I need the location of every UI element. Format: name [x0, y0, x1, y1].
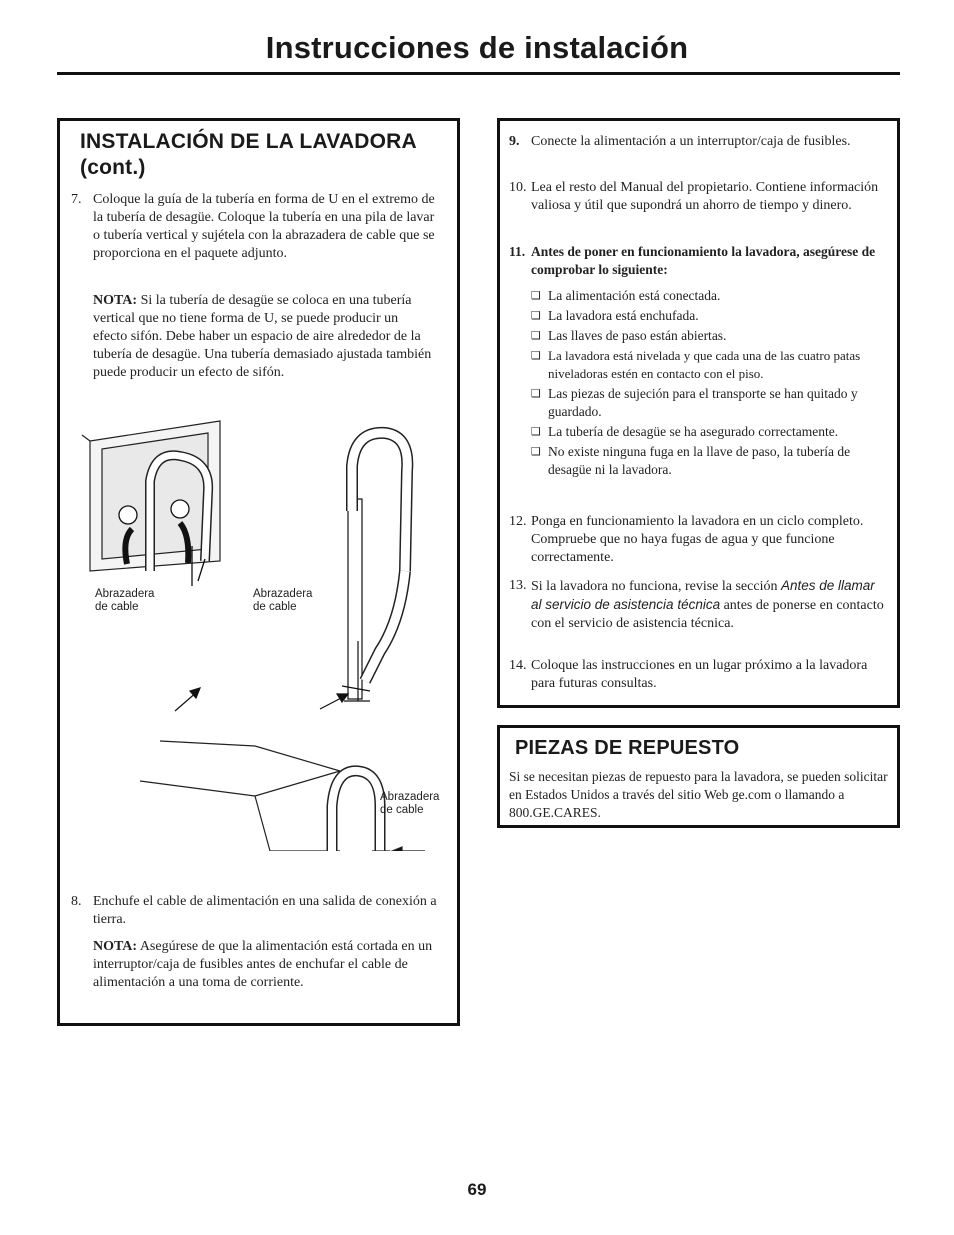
step-number: 7. — [71, 192, 82, 207]
checklist-item: ❑ La tubería de desagüe se ha asegurado correctamente. — [531, 424, 839, 439]
note-text: Asegúrese de que la alimentación está cortada en un interruptor/caja de fusibles antes de enchufar el cable de alimentación a una toma de corriente. — [93, 939, 433, 990]
page-number: 69 — [467, 1180, 487, 1199]
checklist-item: ❑ Las piezas de sujeción para el transporte se han quitado y guardado. — [531, 386, 858, 419]
step-13 — [509, 577, 884, 633]
step-14 — [509, 657, 884, 693]
step-text: Si la lavadora no funciona, revise la sección Antes de llamar al servicio de asistencia técnica antes de ponerse en contacto con el servicio de asistencia técnica. — [531, 578, 884, 631]
note-label: NOTA: — [93, 293, 138, 308]
step-text: Antes de poner en funcionamiento la lavadora, asegúrese de comprobar lo siguiente: — [531, 244, 876, 277]
step-text: Coloque las instrucciones en un lugar próximo a la lavadora para futuras consultas. — [531, 658, 868, 691]
checklist — [531, 287, 886, 479]
step-number: 13. — [509, 578, 527, 593]
clamp-label-2: Abrazadera de cable — [253, 588, 313, 613]
step-number: 11. — [509, 244, 526, 259]
note-1 — [93, 292, 433, 382]
checkbox-icon: ❑ — [531, 445, 541, 458]
checklist-item: ❑ Las llaves de paso están abiertas. — [531, 328, 727, 343]
clamp-label-3: Abrazadera de cable — [380, 791, 440, 816]
step-7 — [71, 191, 439, 263]
checkbox-icon: ❑ — [531, 387, 541, 400]
step-number: 12. — [509, 514, 527, 529]
checkbox-icon: ❑ — [531, 349, 541, 362]
checklist-item: ❑ La alimentación está conectada. — [531, 288, 721, 303]
step-text: Lea el resto del Manual del propietario. Contiene información valiosa y útil que supondrá un ahorro de tiempo y dinero. — [531, 180, 879, 213]
label-arrows — [175, 688, 348, 711]
step-text: Enchufe el cable de alimentación en una salida de conexión a tierra. — [93, 894, 437, 927]
section-reference: Antes de llamar al servicio de asistencia técnica — [531, 578, 875, 612]
checklist-item: ❑ La lavadora está enchufada. — [531, 308, 699, 323]
step-number: 14. — [509, 658, 527, 673]
step-12 — [509, 513, 884, 567]
step-11 — [509, 243, 884, 279]
step-text: Ponga en funcionamiento la lavadora en un ciclo completo. Compruebe que no haya fugas de agua y que funcione correctamente. — [531, 514, 864, 565]
title-rule — [57, 72, 900, 75]
step-9 — [509, 133, 884, 151]
step-text: Conecte la alimentación a un interruptor/caja de fusibles. — [531, 134, 851, 149]
standpipe — [342, 433, 407, 701]
step-text: Coloque la guía de la tubería en forma de U en el extremo de la tubería de desagüe. Coloque la tubería en una pila de lavar o tubería vertical y sujétela con la abrazadera de cable que se proporciona en el paquete adjunto. — [93, 192, 435, 261]
step-10 — [509, 179, 884, 215]
parts-heading: PIEZAS DE REPUESTO — [515, 737, 740, 759]
clamp-label-1: Abrazadera de cable — [95, 588, 155, 613]
checkbox-icon: ❑ — [531, 309, 541, 322]
note-text: Si la tubería de desagüe se coloca en una tubería vertical que no tiene forma de U, se puede producir un efecto sifón. Debe haber un espacio de aire alrededor de la tubería de desagüe. Una tubería demasiado ajustada también puede producir un efecto de sifón. — [93, 293, 432, 380]
installation-section-box — [57, 118, 460, 1026]
drain-hose-installation-figure — [80, 411, 450, 851]
checkbox-icon: ❑ — [531, 425, 541, 438]
note-label: NOTA: — [93, 939, 138, 954]
note-2 — [93, 938, 433, 992]
section-heading: INSTALACIÓN DE LA LAVADORA (cont.) — [80, 130, 417, 179]
replacement-parts-box — [497, 725, 900, 828]
checkbox-icon: ❑ — [531, 289, 541, 302]
checkbox-icon: ❑ — [531, 329, 541, 342]
steps-continued-box — [497, 118, 900, 708]
step-number: 10. — [509, 180, 527, 195]
checklist-item: ❑ No existe ninguna fuga en la llave de paso, la tubería de desagüe ni la lavadora. — [531, 444, 851, 477]
checklist-item: ❑ La lavadora está nivelada y que cada una de las cuatro patas niveladoras estén en contacto con el piso. — [531, 348, 861, 381]
step-8 — [71, 893, 439, 929]
parts-text: Si se necesitan piezas de repuesto para la lavadora, se pueden solicitar en Estados Unidos a través del sitio Web ge.com o llamando a 800.GE.CARES. — [509, 769, 888, 820]
page-title: Instrucciones de instalación — [265, 30, 689, 65]
step-number: 9. — [509, 134, 520, 149]
step-number: 8. — [71, 894, 82, 909]
